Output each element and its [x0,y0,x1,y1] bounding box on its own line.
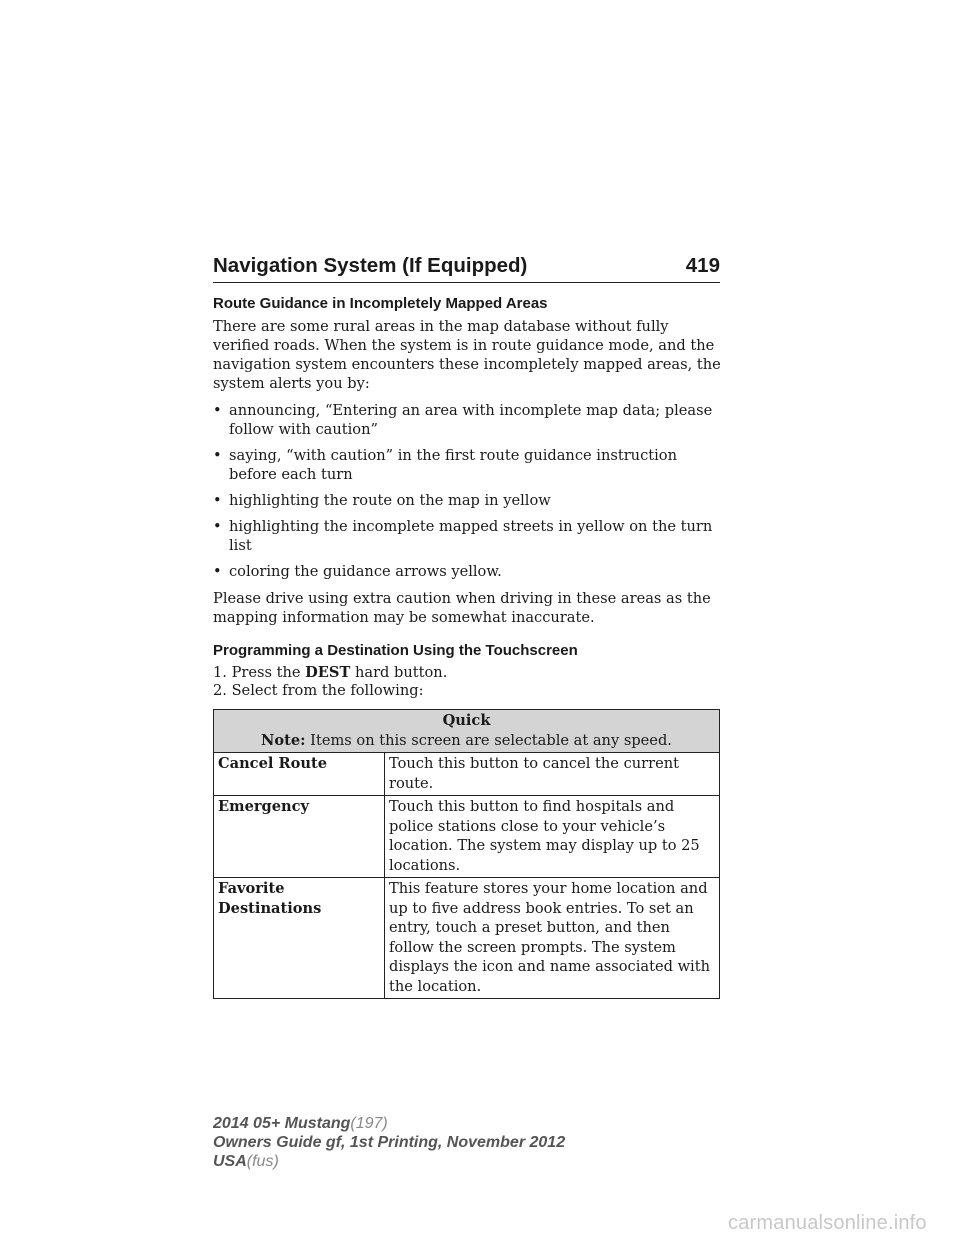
row-label: Cancel Route [214,753,385,796]
destination-table [213,709,720,999]
intro-paragraph: There are some rural areas in the map database without fully verified roads. When the system is in route guidance mode, and the navigation system encounters these incompletely mapped areas, the system alerts you by: [213,318,721,392]
row-description: This feature stores your home location and up to five address book entries. To set an entry, touch a preset button, and then follow the screen prompts. The system displays the icon and name associated with the location. [385,878,720,999]
list-item [213,562,723,581]
watermark: carmanualsonline.info [728,1212,927,1234]
caution-paragraph: Please drive using extra caution when driving in these areas as the mapping information may be somewhat inaccurate. [213,590,711,626]
row-label: Favorite Destinations [214,878,385,999]
table-row [214,753,720,796]
list-item [213,401,723,439]
table-row [214,878,720,999]
page-number: 419 [685,254,720,277]
table-header-row [214,710,720,753]
row-description: Touch this button to cancel the current route. [385,753,720,796]
bullet-icon: • [213,447,222,464]
table-title: Quick [442,712,491,729]
step-2: 2. Select from the following: [213,682,424,699]
alert-list [213,401,723,581]
list-item [213,517,723,555]
bullet-icon: • [213,492,222,509]
row-label: Emergency [214,796,385,878]
page-body [213,294,723,999]
list-item-text: coloring the guidance arrows yellow. [229,563,502,580]
footer-line-2: Owners Guide gf, 1st Printing, November 2012 [213,1134,566,1151]
list-item-text: announcing, “Entering an area with incomplete map data; please follow with caution” [229,402,713,438]
bullet-icon: • [213,402,222,419]
list-item [213,491,723,510]
print-footer [213,1114,565,1171]
footer-line-1: 2014 05+ Mustang(197) [213,1115,388,1132]
row-description: Touch this button to find hospitals and police stations close to your vehicle’s location. The system may display up to 25 locations. [385,796,720,878]
list-item [213,446,723,484]
footer-line-3: USA(fus) [213,1153,279,1170]
step-1: 1. Press the DEST hard button. [213,664,448,681]
steps [213,664,723,700]
list-item-text: highlighting the incomplete mapped streets in yellow on the turn list [229,518,713,554]
section-title: Navigation System (If Equipped) [213,254,528,277]
list-item-text: highlighting the route on the map in yellow [229,492,551,509]
table-row [214,796,720,878]
table-header [214,710,720,753]
bullet-icon: • [213,518,222,535]
heading-incomplete-areas: Route Guidance in Incompletely Mapped Areas [213,295,548,312]
bullet-icon: • [213,563,222,580]
heading-programming-destination: Programming a Destination Using the Touchscreen [213,642,578,659]
dest-button-name: DEST [305,664,351,681]
list-item-text: saying, “with caution” in the first route guidance instruction before each turn [229,447,677,483]
table-note: Note: Items on this screen are selectable at any speed. [261,731,672,749]
page-header [213,254,720,283]
